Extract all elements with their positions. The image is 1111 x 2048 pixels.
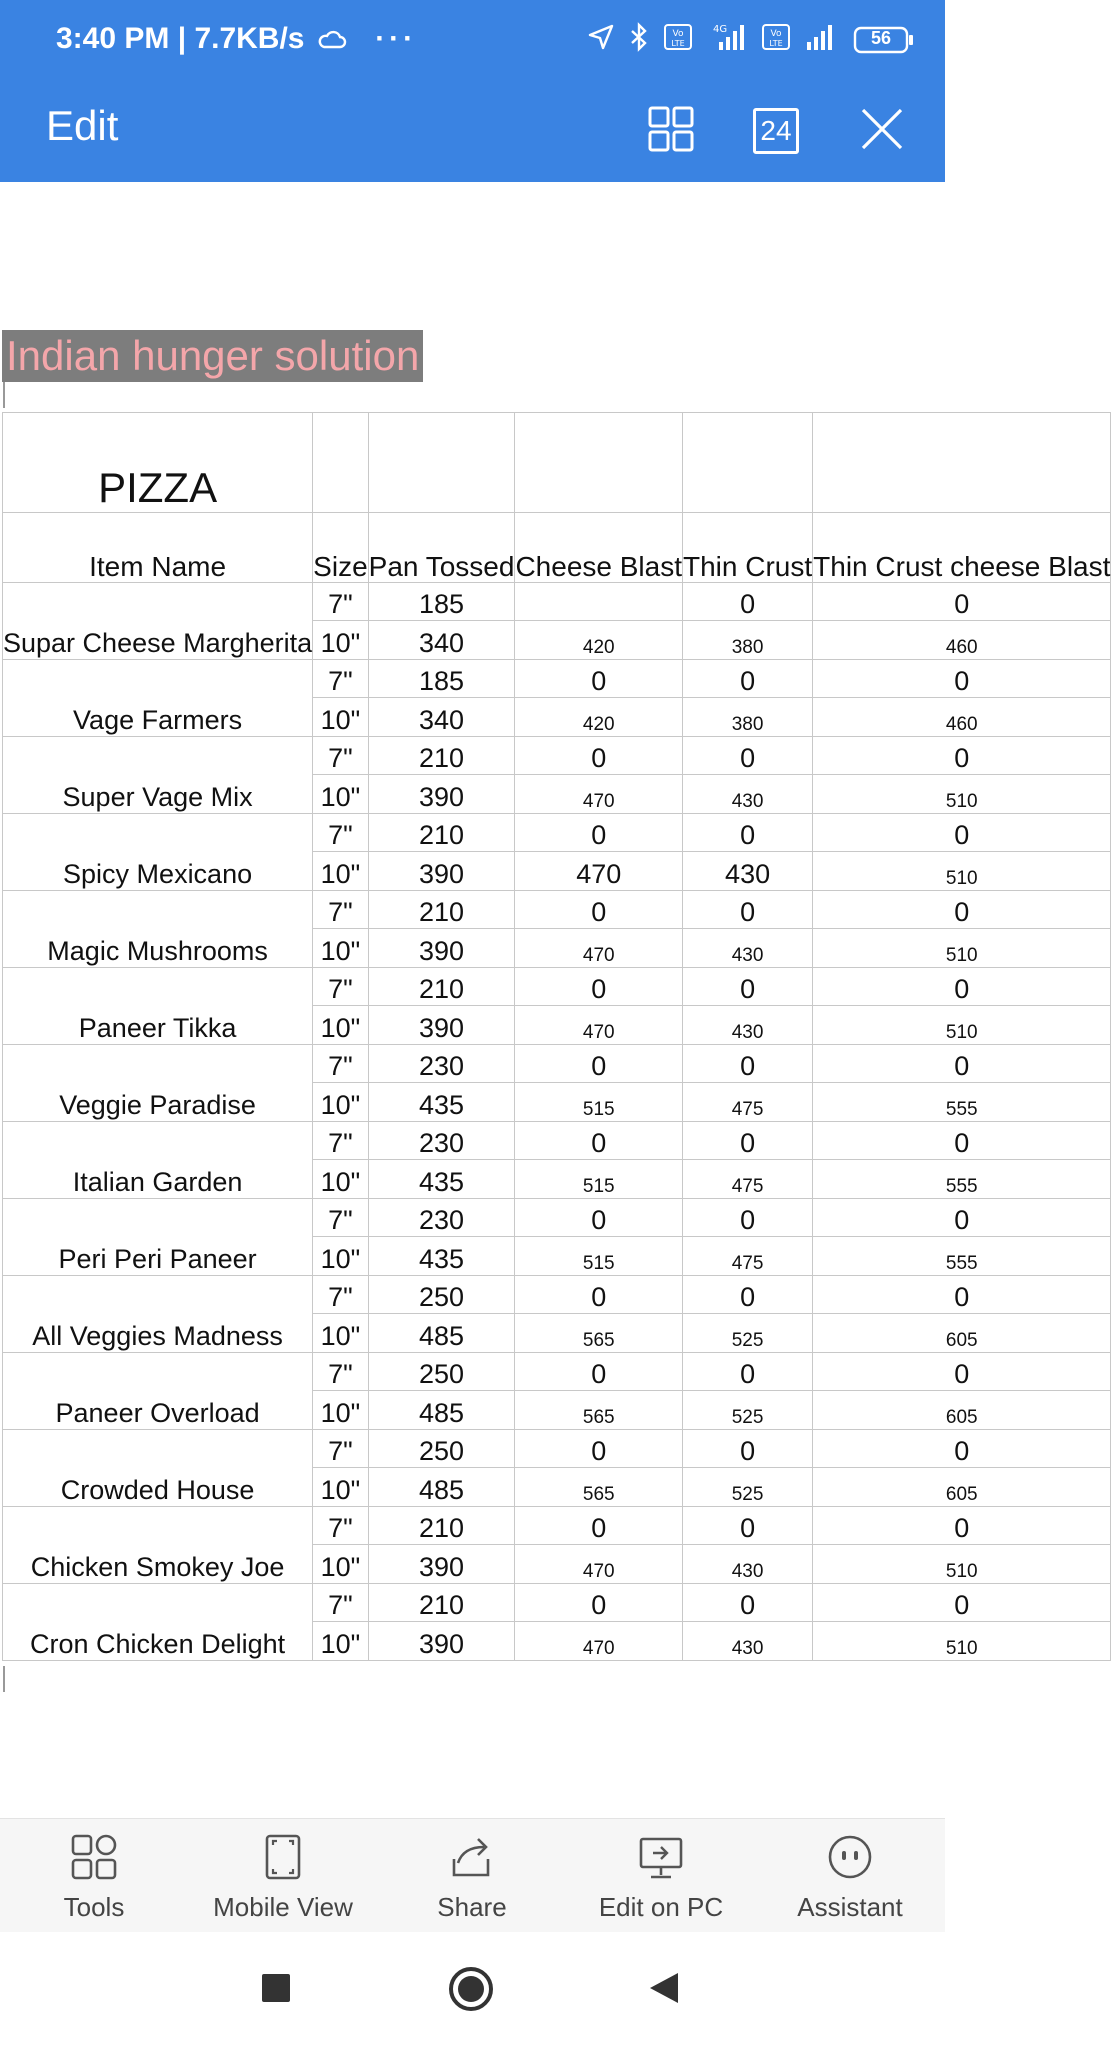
price-cell[interactable]: 510	[813, 1622, 1111, 1661]
price-cell[interactable]: 7"	[313, 583, 368, 621]
price-cell[interactable]: 0	[515, 1199, 683, 1237]
price-cell[interactable]: 515	[515, 1083, 683, 1122]
location-icon	[587, 23, 615, 56]
price-cell[interactable]: 525	[683, 1468, 813, 1507]
volte-icon-2	[761, 22, 791, 57]
table-row	[3, 660, 1111, 698]
price-cell[interactable]: 525	[683, 1391, 813, 1430]
price-cell[interactable]: 380	[683, 698, 813, 737]
price-cell[interactable]: 10"	[313, 775, 368, 814]
price-cell[interactable]: 420	[515, 621, 683, 660]
price-cell[interactable]: 0	[813, 1276, 1111, 1314]
home-button[interactable]	[448, 1966, 494, 2012]
price-cell[interactable]: 515	[515, 1237, 683, 1276]
price-cell[interactable]: 0	[683, 1045, 813, 1083]
price-cell[interactable]: 0	[813, 968, 1111, 1006]
price-cell[interactable]: 0	[683, 1584, 813, 1622]
more-dots-icon: ···	[375, 22, 418, 55]
table-row	[3, 1507, 1111, 1545]
price-cell[interactable]: 605	[813, 1468, 1111, 1507]
price-cell[interactable]: 430	[683, 1545, 813, 1584]
assistant-label: Assistant	[797, 1892, 903, 1922]
price-cell[interactable]: 10"	[313, 1622, 368, 1661]
empty-cell[interactable]	[313, 413, 368, 513]
price-cell[interactable]: 185	[368, 583, 515, 621]
table-row	[3, 891, 1111, 929]
empty-cell[interactable]	[813, 413, 1111, 513]
cloud-icon	[317, 23, 347, 57]
recents-button[interactable]	[258, 1970, 294, 2006]
price-cell[interactable]: 0	[813, 1353, 1111, 1391]
grid-icon	[647, 105, 695, 158]
status-time-speed	[56, 22, 417, 57]
price-cell[interactable]: 390	[368, 1622, 515, 1661]
table-row	[3, 1199, 1111, 1237]
price-cell[interactable]: 475	[683, 1083, 813, 1122]
price-cell[interactable]: 0	[813, 1430, 1111, 1468]
price-cell[interactable]: 0	[515, 1353, 683, 1391]
edit-on-pc-icon	[637, 1868, 685, 1885]
signal-icon	[805, 22, 839, 57]
price-cell[interactable]: 0	[515, 660, 683, 698]
section-title[interactable]: PIZZA	[3, 413, 313, 513]
price-cell[interactable]: 10"	[313, 852, 368, 891]
battery-level: 56	[870, 27, 892, 48]
price-cell[interactable]: 555	[813, 1237, 1111, 1276]
assistant-icon	[826, 1868, 874, 1885]
column-header[interactable]: Item Name	[3, 513, 313, 583]
item-name[interactable]: Magic Mushrooms	[3, 891, 313, 968]
price-cell[interactable]: 0	[515, 1584, 683, 1622]
price-cell[interactable]: 565	[515, 1468, 683, 1507]
item-name[interactable]: Supar Cheese Margherita	[3, 583, 313, 660]
page-count: 24	[760, 115, 792, 146]
price-cell[interactable]: 7"	[313, 1045, 368, 1083]
price-cell[interactable]: 525	[683, 1314, 813, 1353]
edit-on-pc-label: Edit on PC	[598, 1892, 724, 1922]
price-cell[interactable]: 605	[813, 1391, 1111, 1430]
item-name[interactable]: Spicy Mexicano	[3, 814, 313, 891]
header-row	[3, 513, 1111, 583]
price-cell[interactable]: 0	[683, 968, 813, 1006]
svg-text:Vo: Vo	[672, 29, 684, 39]
back-button[interactable]	[646, 1970, 682, 2006]
price-cell[interactable]: 0	[813, 737, 1111, 775]
price-cell[interactable]: 0	[683, 1430, 813, 1468]
table-row	[3, 1353, 1111, 1391]
column-header[interactable]: Size	[313, 513, 368, 583]
price-cell[interactable]: 185	[368, 660, 515, 698]
price-cell[interactable]: 7"	[313, 968, 368, 1006]
item-name[interactable]: Chicken Smokey Joe	[3, 1507, 313, 1584]
text-cursor	[3, 382, 5, 408]
price-cell[interactable]: 0	[515, 1276, 683, 1314]
price-cell[interactable]: 7"	[313, 1507, 368, 1545]
table-row	[3, 814, 1111, 852]
price-cell[interactable]: 390	[368, 1006, 515, 1045]
column-header[interactable]: Thin Crust cheese Blast	[813, 513, 1111, 583]
price-cell[interactable]: 510	[813, 775, 1111, 814]
mobile-view-icon	[259, 1868, 307, 1885]
mobile-view-label: Mobile View	[213, 1892, 353, 1922]
page-count-box	[753, 108, 799, 154]
table-row	[3, 1430, 1111, 1468]
item-name[interactable]: Super Vage Mix	[3, 737, 313, 814]
column-header[interactable]: Thin Crust	[683, 513, 813, 583]
price-cell[interactable]	[515, 583, 683, 621]
price-cell[interactable]: 10"	[313, 698, 368, 737]
volte-icon	[663, 22, 693, 57]
price-cell[interactable]: 210	[368, 891, 515, 929]
price-cell[interactable]: 470	[515, 1006, 683, 1045]
share-icon	[448, 1868, 496, 1885]
price-cell[interactable]: 510	[813, 929, 1111, 968]
price-cell[interactable]: 7"	[313, 660, 368, 698]
table-row	[3, 1045, 1111, 1083]
price-cell[interactable]: 7"	[313, 891, 368, 929]
item-name[interactable]: Crowded House	[3, 1430, 313, 1507]
price-cell[interactable]: 470	[515, 1545, 683, 1584]
price-cell[interactable]: 430	[683, 1622, 813, 1661]
item-name[interactable]: Paneer Overload	[3, 1353, 313, 1430]
price-cell[interactable]: 485	[368, 1391, 515, 1430]
price-cell[interactable]: 10"	[313, 1545, 368, 1584]
close-icon	[859, 106, 905, 157]
price-cell[interactable]: 0	[683, 737, 813, 775]
document-title[interactable]: Indian hunger solution	[2, 330, 423, 382]
circle-icon	[448, 1999, 494, 2016]
price-cell[interactable]: 510	[813, 1006, 1111, 1045]
price-cell[interactable]: 230	[368, 1199, 515, 1237]
price-cell[interactable]: 7"	[313, 737, 368, 775]
price-cell[interactable]: 435	[368, 1160, 515, 1199]
price-cell[interactable]: 390	[368, 1545, 515, 1584]
price-cell[interactable]: 10"	[313, 621, 368, 660]
battery-icon	[853, 25, 915, 55]
price-cell[interactable]: 0	[515, 1507, 683, 1545]
price-cell[interactable]: 0	[515, 1122, 683, 1160]
price-cell[interactable]: 7"	[313, 1276, 368, 1314]
system-nav-bar	[0, 1932, 945, 2048]
price-cell[interactable]: 475	[683, 1160, 813, 1199]
price-cell[interactable]: 250	[368, 1353, 515, 1391]
price-cell[interactable]: 7"	[313, 1353, 368, 1391]
column-header[interactable]: Cheese Blast	[515, 513, 683, 583]
price-cell[interactable]: 0	[683, 1276, 813, 1314]
price-cell[interactable]: 0	[813, 1122, 1111, 1160]
signal-4g-icon	[707, 22, 747, 57]
price-cell[interactable]: 390	[368, 929, 515, 968]
bluetooth-icon	[629, 22, 649, 57]
price-cell[interactable]: 0	[813, 660, 1111, 698]
price-cell[interactable]: 250	[368, 1276, 515, 1314]
document-canvas[interactable]	[0, 182, 1111, 1818]
price-cell[interactable]: 470	[515, 929, 683, 968]
table-row	[3, 737, 1111, 775]
section-row	[3, 413, 1111, 513]
edit-on-pc-button[interactable]	[571, 1833, 751, 1923]
price-cell[interactable]: 0	[813, 1507, 1111, 1545]
price-cell[interactable]: 210	[368, 1584, 515, 1622]
price-cell[interactable]: 210	[368, 1507, 515, 1545]
price-cell[interactable]: 510	[813, 852, 1111, 891]
toolbar-title: Edit	[46, 102, 119, 149]
price-cell[interactable]: 10"	[313, 929, 368, 968]
price-cell[interactable]: 430	[683, 1006, 813, 1045]
svg-text:Vo: Vo	[770, 29, 782, 39]
price-cell[interactable]: 10"	[313, 1006, 368, 1045]
price-cell[interactable]: 0	[683, 1507, 813, 1545]
page-count-button[interactable]	[741, 96, 811, 166]
text-cursor-end	[3, 1666, 5, 1692]
table-row	[3, 968, 1111, 1006]
price-cell[interactable]: 0	[683, 891, 813, 929]
status-icons	[587, 22, 915, 57]
top-toolbar	[0, 84, 945, 182]
price-cell[interactable]: 7"	[313, 1584, 368, 1622]
price-cell[interactable]: 510	[813, 1545, 1111, 1584]
bottom-toolbar	[0, 1818, 945, 1933]
price-cell[interactable]: 340	[368, 698, 515, 737]
back-triangle-icon	[646, 1993, 682, 2010]
price-cell[interactable]: 10"	[313, 1468, 368, 1507]
item-name[interactable]: Italian Garden	[3, 1122, 313, 1199]
price-cell[interactable]: 485	[368, 1314, 515, 1353]
price-cell[interactable]: 10"	[313, 1083, 368, 1122]
price-cell[interactable]: 420	[515, 698, 683, 737]
item-name[interactable]: Cron Chicken Delight	[3, 1584, 313, 1661]
table-row	[3, 583, 1111, 621]
price-cell[interactable]: 565	[515, 1391, 683, 1430]
price-cell[interactable]: 340	[368, 621, 515, 660]
price-cell[interactable]: 10"	[313, 1314, 368, 1353]
price-cell[interactable]: 10"	[313, 1237, 368, 1276]
price-cell[interactable]: 470	[515, 852, 683, 891]
share-label: Share	[437, 1892, 507, 1922]
svg-text:LTE: LTE	[769, 39, 783, 48]
assistant-button[interactable]	[760, 1833, 940, 1923]
price-cell[interactable]: 430	[683, 929, 813, 968]
price-cell[interactable]: 460	[813, 698, 1111, 737]
price-cell[interactable]: 210	[368, 737, 515, 775]
price-cell[interactable]: 565	[515, 1314, 683, 1353]
svg-text:4G: 4G	[713, 24, 728, 35]
price-cell[interactable]: 0	[813, 1199, 1111, 1237]
price-cell[interactable]: 475	[683, 1237, 813, 1276]
item-name[interactable]: Paneer Tikka	[3, 968, 313, 1045]
price-cell[interactable]: 7"	[313, 1199, 368, 1237]
tools-label: Tools	[63, 1892, 125, 1922]
status-bar	[0, 0, 945, 84]
price-cell[interactable]: 0	[813, 814, 1111, 852]
price-cell[interactable]: 250	[368, 1430, 515, 1468]
price-cell[interactable]: 0	[683, 583, 813, 621]
price-cell[interactable]: 230	[368, 1122, 515, 1160]
price-cell[interactable]: 0	[813, 891, 1111, 929]
price-cell[interactable]: 210	[368, 968, 515, 1006]
price-cell[interactable]: 460	[813, 621, 1111, 660]
empty-cell[interactable]	[683, 413, 813, 513]
table-row	[3, 1276, 1111, 1314]
price-cell[interactable]: 0	[515, 968, 683, 1006]
square-icon	[258, 1993, 294, 2010]
price-cell[interactable]: 380	[683, 621, 813, 660]
price-cell[interactable]: 470	[515, 1622, 683, 1661]
share-button[interactable]	[382, 1833, 562, 1923]
price-cell[interactable]: 7"	[313, 814, 368, 852]
svg-text:LTE: LTE	[671, 39, 685, 48]
price-cell[interactable]: 0	[813, 1584, 1111, 1622]
column-header[interactable]: Pan Tossed	[368, 513, 515, 583]
price-cell[interactable]: 435	[368, 1237, 515, 1276]
price-cell[interactable]: 0	[813, 583, 1111, 621]
price-cell[interactable]: 485	[368, 1468, 515, 1507]
price-cell[interactable]: 10"	[313, 1160, 368, 1199]
table-row	[3, 1584, 1111, 1622]
price-cell[interactable]: 0	[683, 660, 813, 698]
pizza-price-table[interactable]	[2, 412, 1111, 1661]
price-cell[interactable]: 7"	[313, 1430, 368, 1468]
price-cell[interactable]: 430	[683, 852, 813, 891]
price-cell[interactable]: 0	[515, 1430, 683, 1468]
price-cell[interactable]: 605	[813, 1314, 1111, 1353]
price-cell[interactable]: 555	[813, 1083, 1111, 1122]
price-cell[interactable]: 10"	[313, 1391, 368, 1430]
price-cell[interactable]: 430	[683, 775, 813, 814]
table-row	[3, 1122, 1111, 1160]
item-name[interactable]: Peri Peri Paneer	[3, 1199, 313, 1276]
price-cell[interactable]: 7"	[313, 1122, 368, 1160]
close-button[interactable]	[847, 96, 917, 166]
price-cell[interactable]: 0	[683, 1199, 813, 1237]
price-cell[interactable]: 0	[683, 1122, 813, 1160]
price-cell[interactable]: 0	[683, 814, 813, 852]
empty-cell[interactable]	[515, 413, 683, 513]
price-cell[interactable]: 0	[515, 1045, 683, 1083]
item-name[interactable]: Vage Farmers	[3, 660, 313, 737]
tools-button[interactable]	[4, 1833, 184, 1923]
price-cell[interactable]: 230	[368, 1045, 515, 1083]
price-cell[interactable]: 470	[515, 775, 683, 814]
price-cell[interactable]: 0	[683, 1353, 813, 1391]
mobile-view-button[interactable]	[193, 1833, 373, 1923]
grid-view-button[interactable]	[636, 96, 706, 166]
price-cell[interactable]: 390	[368, 852, 515, 891]
price-cell[interactable]: 0	[515, 737, 683, 775]
price-cell[interactable]: 0	[515, 891, 683, 929]
empty-cell[interactable]	[368, 413, 515, 513]
price-cell[interactable]: 390	[368, 775, 515, 814]
price-cell[interactable]: 555	[813, 1160, 1111, 1199]
item-name[interactable]: Veggie Paradise	[3, 1045, 313, 1122]
price-cell[interactable]: 0	[813, 1045, 1111, 1083]
item-name[interactable]: All Veggies Madness	[3, 1276, 313, 1353]
tools-icon	[70, 1868, 118, 1885]
price-cell[interactable]: 435	[368, 1083, 515, 1122]
status-text: 3:40 PM | 7.7KB/s	[56, 22, 305, 55]
price-cell[interactable]: 210	[368, 814, 515, 852]
price-cell[interactable]: 515	[515, 1160, 683, 1199]
price-cell[interactable]: 0	[515, 814, 683, 852]
